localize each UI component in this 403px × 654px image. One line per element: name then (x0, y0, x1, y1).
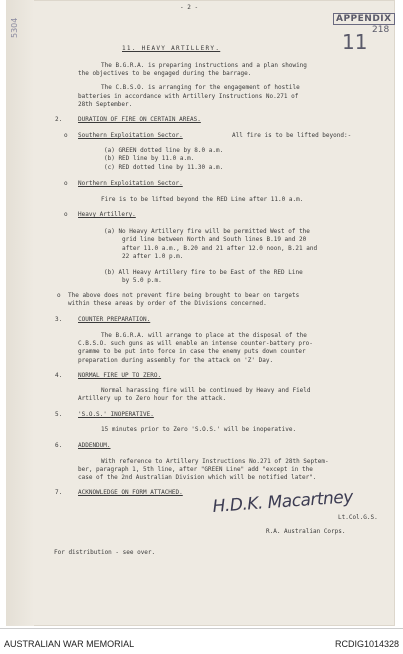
footer-archive-name: AUSTRALIAN WAR MEMORIAL (4, 639, 135, 649)
section-title: ACKNOWLEDGE ON FORM ATTACHED. (78, 489, 183, 496)
archive-footer (0, 628, 403, 654)
intro-line: The C.B.S.O. is arranging for the engagement of hostile (101, 84, 300, 91)
bullet: o (57, 292, 61, 299)
paragraph-line: preparation during assembly for the attack on 'Z' Day. (78, 357, 274, 364)
intro-line: batteries in accordance with Artillery Instructions No.271 of (78, 93, 299, 100)
list-item: by 5.0 p.m. (122, 277, 162, 284)
binding-edge (6, 0, 34, 626)
paragraph-line: All fire is to be lifted beyond:- (232, 132, 352, 139)
paragraph-line: within these areas by order of the Divisions concerned. (68, 300, 267, 307)
list-item: (b) All Heavy Artillery fire to be East of the RED Line (104, 269, 303, 276)
list-item: (a) GREEN dotted line by 8.0 a.m. (104, 147, 224, 154)
paragraph-line: ber, paragraph 1, 5th line, after "GREEN Line" add "except in the (78, 466, 313, 473)
paragraph-line: The B.G.R.A. will arrange to place at the disposal of the (101, 332, 307, 339)
section-number: 5. (55, 411, 63, 418)
section-title: 'S.O.S.' INOPERATIVE. (78, 411, 154, 418)
section-title: NORMAL FIRE UP TO ZERO. (78, 372, 162, 379)
folio-number: 218 (372, 25, 390, 35)
section-number: 3. (55, 316, 63, 323)
page-number: - 2 - (180, 4, 199, 11)
bullet: o (64, 180, 68, 187)
section-title: COUNTER PREPARATION. (78, 316, 151, 323)
paragraph-line: 15 minutes prior to Zero 'S.O.S.' will be inoperative. (101, 426, 297, 433)
footer-record-id: RCDIG1014328 (334, 639, 399, 649)
signature: H.D.K. Macartney (212, 487, 354, 517)
intro-line: the objectives to be engaged during the barrage. (78, 70, 252, 77)
signatory-unit: R.A. Australian Corps. (266, 528, 346, 535)
paragraph-line: gramme to be put into force in case the enemy puts down counter (78, 348, 306, 355)
list-item: (c) RED dotted line by 11.30 a.m. (104, 164, 224, 171)
paragraph-line: case of the 2nd Australian Division which will be notified later". (78, 474, 317, 481)
subsection-title: Heavy Artillery. (78, 211, 136, 218)
stamp-handwritten-number: 11 (342, 30, 368, 54)
paragraph-line: With reference to Artillery Instructions No.271 of 28th Septem- (101, 458, 329, 465)
subsection-title: Southern Exploitation Sector. (78, 132, 183, 139)
list-item: grid line between North and South lines B.19 and 20 (122, 236, 307, 243)
paragraph-line: Fire is to be lifted beyond the RED Line after 11.0 a.m. (101, 196, 304, 203)
distribution-note: For distribution - see over. (54, 549, 156, 556)
section-title: DURATION OF FIRE ON CERTAIN AREAS. (78, 116, 201, 123)
section-heading: 11. HEAVY ARTILLERY. (122, 45, 221, 52)
signatory-rank: Lt.Col.G.S. (338, 514, 378, 521)
section-number: 7. (55, 489, 63, 496)
list-item: 22 after 1.0 p.m. (122, 253, 184, 260)
list-item: (b) RED line by 11.0 a.m. (104, 155, 195, 162)
paragraph-line: C.B.S.O. such guns as will enable an intense counter-battery pro- (78, 340, 313, 347)
list-item: after 11.0 a.m., B.20 and 21 after 12.0 noon, B.21 and (122, 245, 318, 252)
paragraph-line: The above does not prevent fire being brought to bear on targets (68, 292, 300, 299)
appendix-stamp: APPENDIX (333, 13, 395, 25)
list-item: (a) No Heavy Artillery fire will be permitted West of the (104, 228, 310, 235)
subsection-title: Northern Exploitation Sector. (78, 180, 183, 187)
paragraph-line: Artillery up to Zero hour for the attack. (78, 395, 227, 402)
bullet: o (64, 211, 68, 218)
section-number: 2. (55, 116, 63, 123)
paragraph-line: Normal harassing fire will be continued by Heavy and Field (101, 387, 311, 394)
section-number: 4. (55, 372, 63, 379)
margin-note: 5304 (10, 17, 19, 38)
intro-line: The B.G.R.A. is preparing instructions and a plan showing (101, 62, 307, 69)
intro-line: 28th September. (78, 101, 133, 108)
section-number: 6. (55, 442, 63, 449)
bullet: o (64, 132, 68, 139)
section-title: ADDENDUM. (78, 442, 111, 449)
